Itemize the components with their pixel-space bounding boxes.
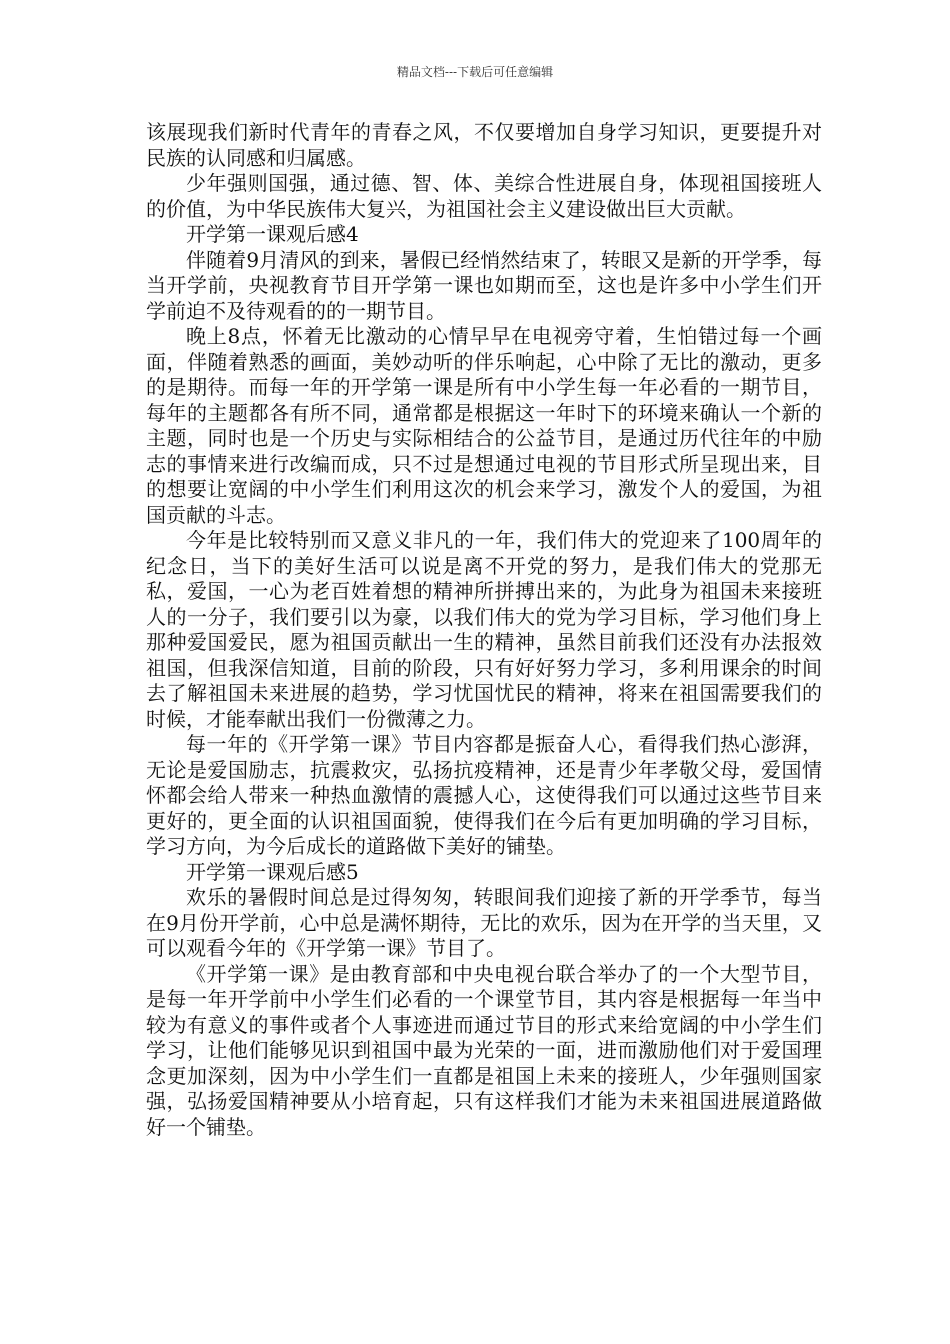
section-heading: 开学第一课观后感5 (186, 859, 359, 884)
paragraph: 伴随着9月清风的到来，暑假已经悄然结束了，转眼又是新的开学季，每当开学前，央视教育节目开学第一课也如期而至，这也是许多中小学生们开学前迫不及待观看的的一期节目。 (146, 247, 822, 323)
document-body (146, 120, 822, 1140)
section-heading: 开学第一课观后感4 (186, 222, 359, 246)
paragraph-continued: 该展现我们新时代青年的青春之风，不仅要增加自身学习知识，更要提升对民族的认同感和归属感。 (146, 120, 822, 170)
paragraph: 欢乐的暑假时间总是过得匆匆，转眼间我们迎接了新的开学季节，每当在9月份开学前，心中总是满怀期待，无比的欢乐，因为在开学的当天里，又可以观看今年的《开学第一课》节目了。 (146, 885, 822, 960)
page-header: 精品文档---下载后可任意编辑 (396, 65, 554, 79)
paragraph: 少年强则国强，通过德、智、体、美综合性进展自身，体现祖国接班人的价值，为中华民族伟大复兴，为祖国社会主义建设做出巨大贡献。 (146, 171, 822, 221)
paragraph: 晚上8点，怀着无比激动的心情早早在电视旁守着，生怕错过每一个画面，伴随着熟悉的画面，美妙动听的伴乐响起，心中除了无比的激动，更多的是期待。而每一年的开学第一课是所有中小学生每一年必看的一期节目，每年的主题都各有所不同，通常都是根据这一年时下的环境来确认一个新的主题，同时也是一个历史与实际相结合的公益节目，是通过历代往年的中励志的事情来进行改编而成，只不过是想通过电视的节目形式所呈现出来，目的想要让宽阔的中小学生们利用这次的机会来学习，激发个人的爱国，为祖国贡献的斗志。 (146, 324, 822, 527)
paragraph: 今年是比较特别而又意义非凡的一年，我们伟大的党迎来了100周年的纪念日，当下的美好生活可以说是离不开党的努力，是我们伟大的党那无私，爱国，一心为老百姓着想的精神所拼搏出来的，为此身为祖国未来接班人的一分子，我们要引以为豪，以我们伟大的党为学习目标，学习他们身上那种爱国爱民，愿为祖国贡献出一生的精神，虽然目前我们还没有办法报效祖国，但我深信知道，目前的阶段，只有好好努力学习，多利用课余的时间去了解祖国未来进展的趋势，学习忧国忧民的精神，将来在祖国需要我们的时候，才能奉献出我们一份微薄之力。 (146, 528, 822, 731)
paragraph: 《开学第一课》是由教育部和中央电视台联合举办了的一个大型节目，是每一年开学前中小学生们必看的一个课堂节目，其内容是根据每一年当中较为有意义的事件或者个人事迹进而通过节目的形式来给宽阔的中小学生们学习，让他们能够见识到祖国中最为光荣的一面，进而激励他们对于爱国理念更加深刻，因为中小学生们一直都是祖国上未来的接班人，少年强则国家强，弘扬爱国精神要从小培育起，只有这样我们才能为未来祖国进展道路做好一个铺垫。 (146, 961, 822, 1139)
paragraph: 每一年的《开学第一课》节目内容都是振奋人心，看得我们热心澎湃，无论是爱国励志，抗震救灾，弘扬抗疫精神，还是青少年孝敬父母，爱国情怀都会给人带来一种热血激情的震撼人心，这使得我们可以通过这些节目来更好的，更全面的认识祖国面貌，使得我们在今后有更加明确的学习目标，学习方向，为今后成长的道路做下美好的铺垫。 (146, 732, 822, 858)
